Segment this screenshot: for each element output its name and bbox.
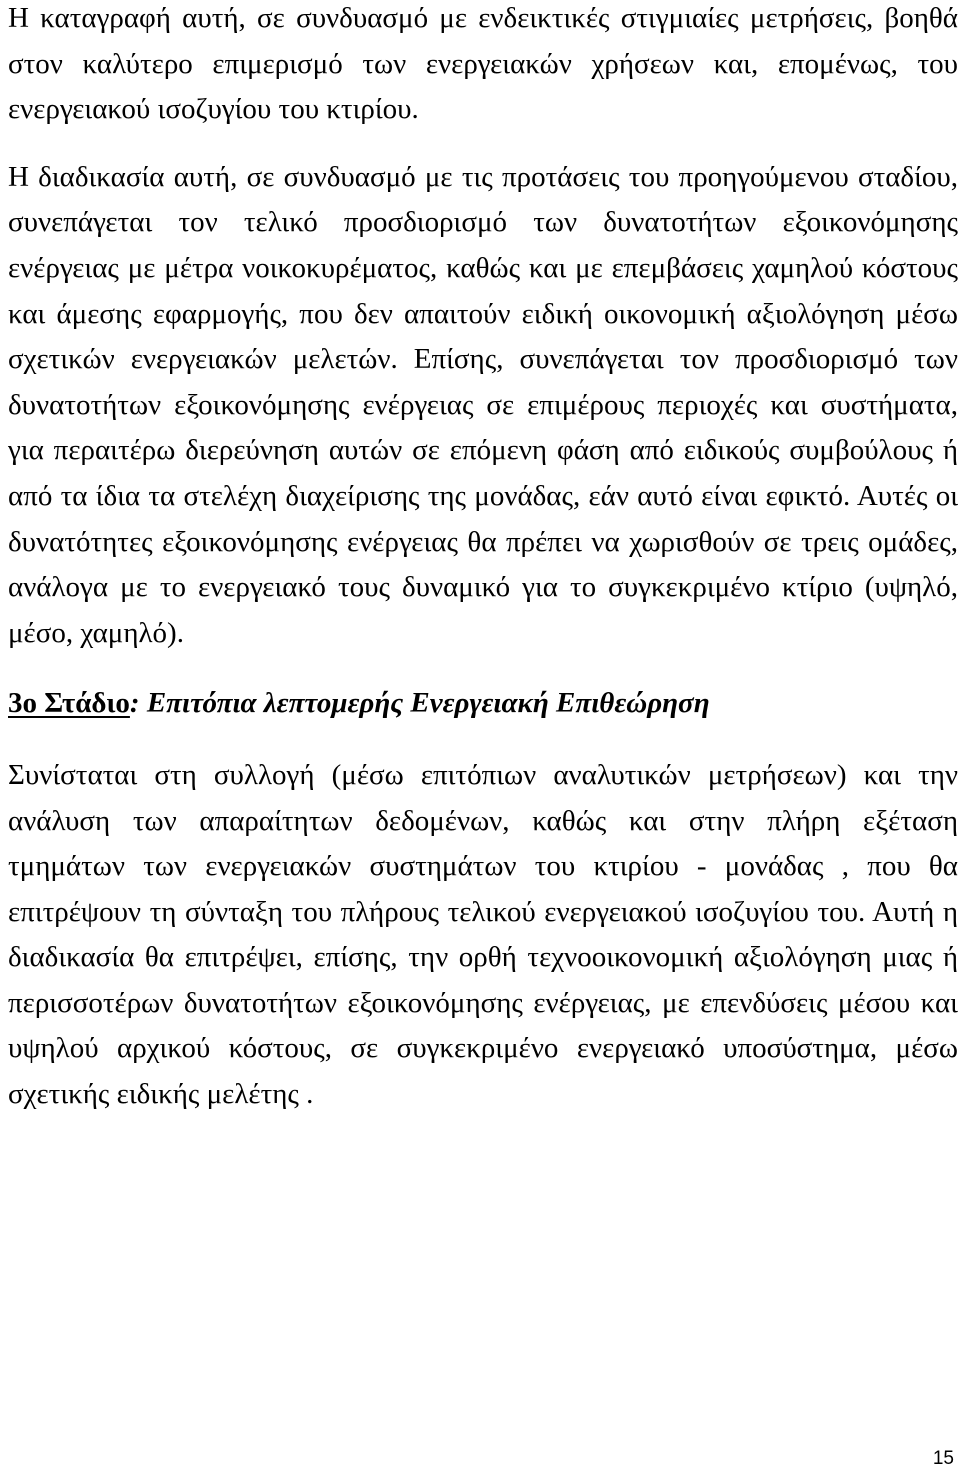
paragraph-stage-3-description: Συνίσταται στη συλλογή (μέσω επιτόπιων αναλυτικών μετρήσεων) και την ανάλυση των απαραίτητων δεδομένων, καθώς και στην πλήρη εξέταση τμημάτων των ενεργειακών συστημάτων του κτιρίου - μονάδας , που θα επιτρέψουν τη σύνταξη του πλήρους τελικού ενεργειακού ισοζυγίου του. Αυτή η διαδικασία θα επιτρέψει, επίσης, την ορθή τεχνοοικονομική αξιολόγηση μιας ή περισσοτέρων δυνατοτήτων εξοικονόμησης ενέργειας, με επενδύσεις μέσου και υψηλού αρχικού κόστους, σε συγκεκριμένο ενεργειακό υποσύστημα, μέσω σχετικής ειδικής μελέτης .: [8, 758, 958, 1111]
stage-label: 3ο Στάδιο: [8, 687, 130, 720]
section-heading: [8, 681, 958, 727]
paragraph-recording-summary: Η καταγραφή αυτή, σε συνδυασμό με ενδεικτικές στιγμιαίες μετρήσεις, βοηθά στον καλύτερο επιμερισμό των ενεργειακών χρήσεων και, επομένως, του ενεργειακού ισοζυγίου του κτιρίου.: [8, 2, 958, 126]
stage-title: Επιτόπια λεπτομερής Ενεργειακή Επιθεώρηση: [146, 687, 710, 720]
stage-colon: :: [129, 687, 140, 720]
page-number: 15: [932, 1448, 954, 1469]
document-page: [8, 0, 958, 1118]
paragraph-process-description: Η διαδικασία αυτή, σε συνδυασμό με τις προτάσεις του προηγούμενου σταδίου, συνεπάγεται τον τελικό προσδιορισμό των δυνατοτήτων εξοικονόμησης ενέργειας με μέτρα νοικοκυρέματος, καθώς και με επεμβάσεις χαμηλού κόστους και άμεσης εφαρμογής, που δεν απαιτούν ειδική οικονομική αξιολόγηση μέσω σχετικών ενεργειακών μελετών. Επίσης, συνεπάγεται τον προσδιορισμό των δυνατοτήτων εξοικονόμησης ενέργειας σε επιμέρους περιοχές και συστήματα, για περαιτέρω διερεύνηση αυτών σε επόμενη φάση από ειδικούς συμβούλους ή από τα ίδια τα στελέχη διαχείρισης της μονάδας, εάν αυτό είναι εφικτό. Αυτές οι δυνατότητες εξοικονόμησης ενέργειας θα πρέπει να χωρισθούν σε τρεις ομάδες, ανάλογα με το ενεργειακό τους δυναμικό για το συγκεκριμένο κτίριο (υψηλό, μέσο, χαμηλό).: [8, 160, 958, 649]
